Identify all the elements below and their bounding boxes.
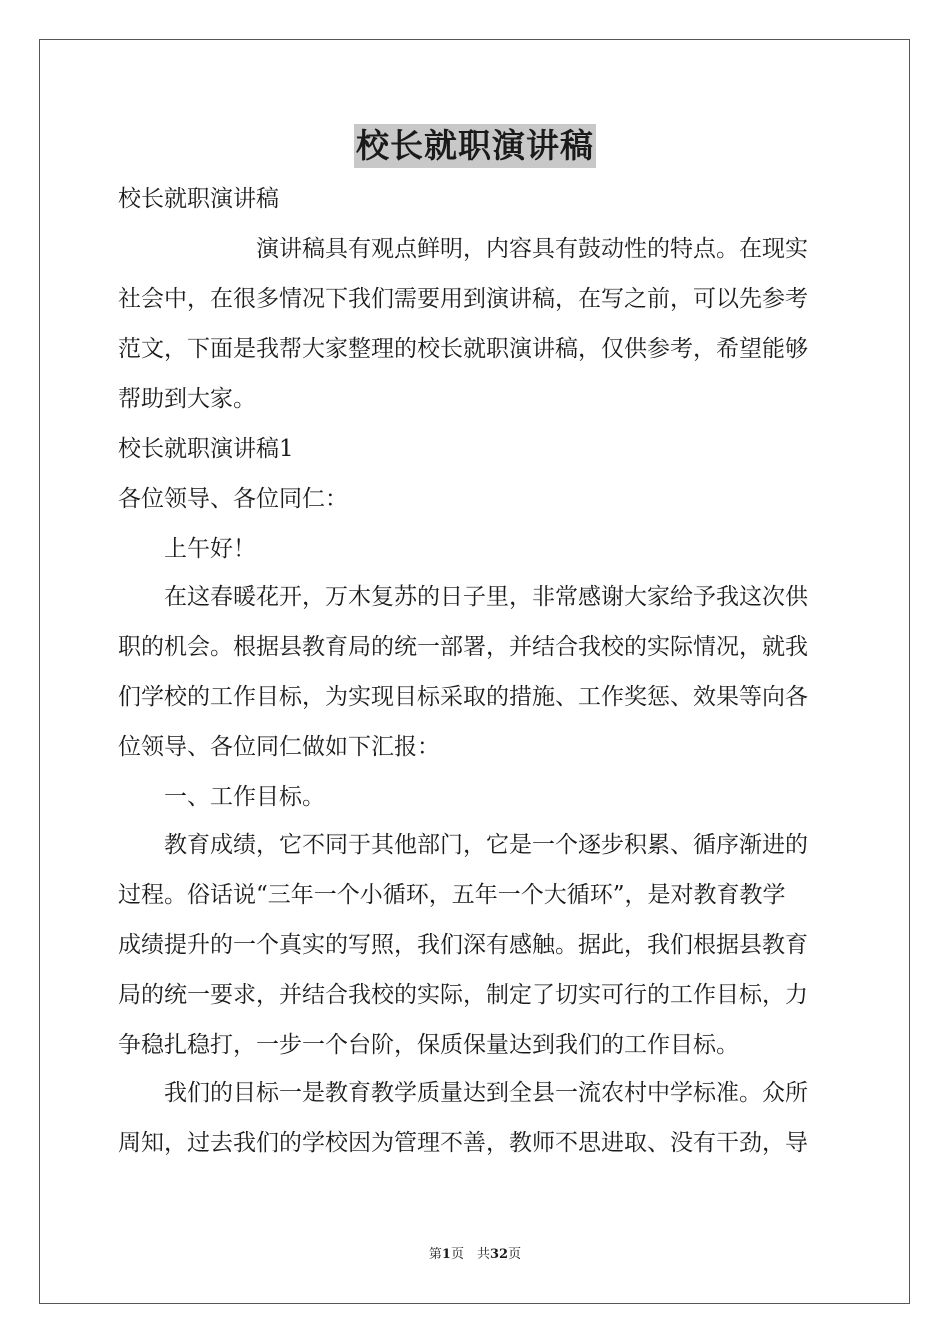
body-line: 帮助到大家。 <box>118 386 256 412</box>
body-line: 一、工作目标。 <box>118 784 325 810</box>
footer-mid: 页 共 <box>450 1247 490 1262</box>
footer-prefix: 第 <box>428 1247 442 1262</box>
body-line: 争稳扎稳打，一步一个台阶，保质保量达到我们的工作目标。 <box>118 1032 739 1058</box>
page-border <box>39 39 910 1304</box>
body-line: 教育成绩，它不同于其他部门，它是一个逐步积累、循序渐进的 <box>118 832 808 858</box>
body-line: 位领导、各位同仁做如下汇报： <box>118 734 440 760</box>
body-line: 校长就职演讲稿1 <box>118 436 294 462</box>
body-line: 演讲稿具有观点鲜明，内容具有鼓动性的特点。在现实 <box>118 236 808 262</box>
footer-suffix: 页 <box>508 1247 522 1262</box>
total-page-number: 32 <box>489 1247 509 1262</box>
body-line: 各位领导、各位同仁： <box>118 486 348 512</box>
body-line: 我们的目标一是教育教学质量达到全县一流农村中学标准。众所 <box>118 1080 808 1106</box>
body-line: 局的统一要求，并结合我校的实际，制定了切实可行的工作目标，力 <box>118 982 808 1008</box>
body-line: 职的机会。根据县教育局的统一部署，并结合我校的实际情况，就我 <box>118 634 808 660</box>
page-footer <box>0 1246 950 1264</box>
body-line: 范文，下面是我帮大家整理的校长就职演讲稿，仅供参考，希望能够 <box>118 336 808 362</box>
title-container <box>0 124 950 168</box>
body-line: 周知，过去我们的学校因为管理不善，教师不思进取、没有干劲，导 <box>118 1130 808 1156</box>
body-line: 过程。俗话说“三年一个小循环，五年一个大循环”，是对教育教学 <box>118 882 786 908</box>
body-line: 们学校的工作目标，为实现目标采取的措施、工作奖惩、效果等向各 <box>118 684 808 710</box>
body-line: 校长就职演讲稿 <box>118 186 279 212</box>
body-line: 上午好！ <box>118 536 256 562</box>
body-line: 成绩提升的一个真实的写照，我们深有感触。据此，我们根据县教育 <box>118 932 808 958</box>
body-line: 社会中，在很多情况下我们需要用到演讲稿，在写之前，可以先参考 <box>118 286 808 312</box>
current-page-number: 1 <box>441 1247 451 1262</box>
body-line: 在这春暖花开，万木复苏的日子里，非常感谢大家给予我这次供 <box>118 584 808 610</box>
document-title: 校长就职演讲稿 <box>354 124 596 168</box>
